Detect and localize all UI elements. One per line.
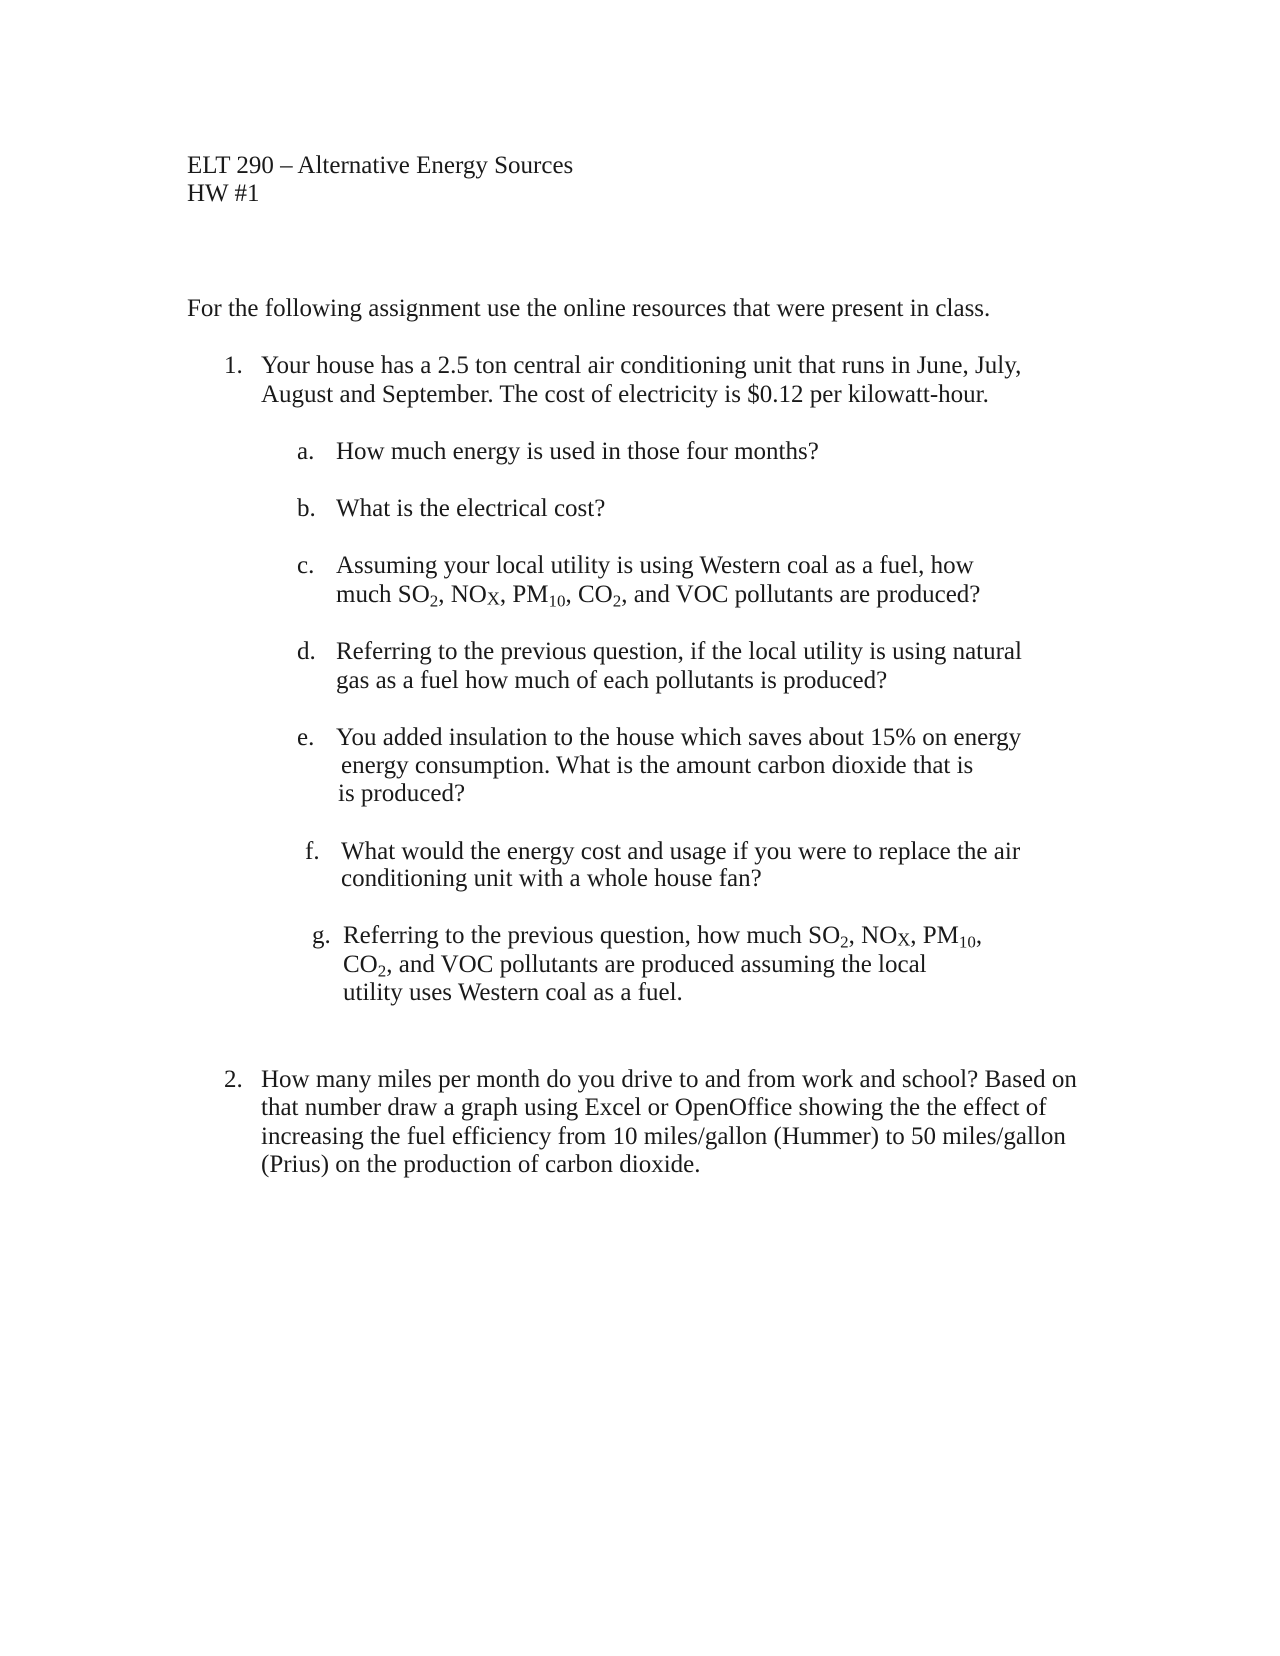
part-letter: e. [297,724,315,751]
part-line: You added insulation to the house which saves about 15% on energy [336,724,1022,751]
part-letter: f. [305,838,320,865]
question-line: (Prius) on the production of carbon dioxide. [261,1151,701,1178]
question-number: 2. [224,1066,243,1093]
subscript: 10 [548,591,566,611]
part-letter: g. [312,922,331,949]
part-line: much $SO_2$, NOX, $PM_{10}$, $CO_2$, and VOC pollutants are produced? [336,581,981,611]
part-letter: b. [297,495,316,522]
part-line: Referring to the previous question, how much $SO_2$, NOX, $PM_{10}$, [343,922,983,952]
subscript: 2 [429,591,439,611]
part-line: What is the electrical cost? [336,495,606,522]
part-line: Assuming your local utility is using Western coal as a fuel, how [336,552,974,579]
question-line: August and September. The cost of electricity is $0.12 per kilowatt-hour. [261,381,989,408]
subscript: 2 [377,961,387,981]
part-line: conditioning unit with a whole house fan? [341,865,762,892]
subscript: 2 [612,591,622,611]
part-line: gas as a fuel how much of each pollutants is produced? [336,667,888,694]
question-line: that number draw a graph using Excel or OpenOffice showing the the effect of [261,1094,1047,1121]
part-line: is produced? [338,780,466,807]
question-line: Your house has a 2.5 ton central air conditioning unit that runs in June, July, [261,352,1022,379]
assignment-title: HW #1 [187,180,260,207]
part-letter: a. [297,438,315,465]
subscript: X [486,588,500,609]
part-line: $CO_2$, and VOC pollutants are produced assuming the local [343,951,927,981]
subscript: 2 [840,932,849,952]
part-letter: c. [297,552,315,579]
question-line: increasing the fuel efficiency from 10 miles/gallon (Hummer) to 50 miles/gallon [261,1123,1066,1150]
subscript: 10 [958,932,976,952]
part-line: utility uses Western coal as a fuel. [343,979,683,1006]
question-line: How many miles per month do you drive to and from work and school? Based on [261,1066,1077,1093]
question-number: 1. [224,352,243,379]
part-line: What would the energy cost and usage if you were to replace the air [341,838,1021,865]
part-line: How much energy is used in those four months? [336,438,819,465]
subscript: X [897,929,911,950]
part-line: Referring to the previous question, if the local utility is using natural [336,638,1022,665]
part-letter: d. [297,638,316,665]
part-line: energy consumption. What is the amount carbon dioxide that is [341,752,974,779]
course-title: ELT 290 – Alternative Energy Sources [187,152,574,179]
intro-text: For the following assignment use the online resources that were present in class. [187,295,991,322]
